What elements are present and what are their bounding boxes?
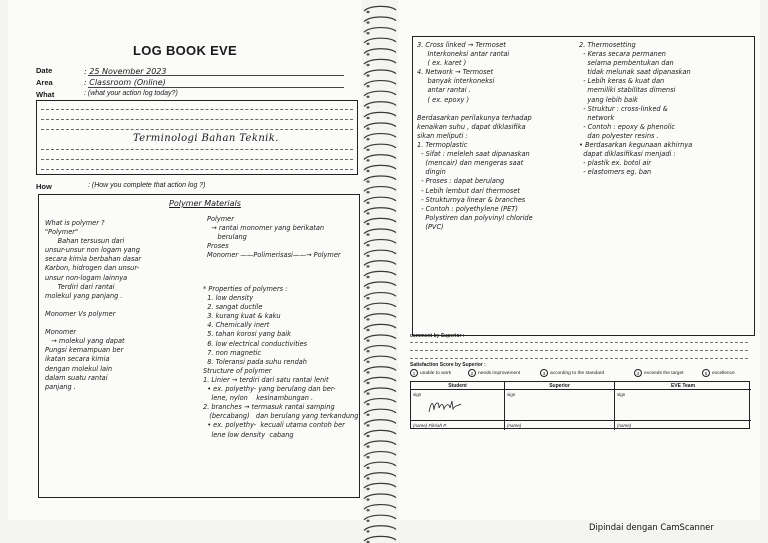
- date-value: : 25 November 2023: [84, 67, 167, 76]
- spiral-ring: [364, 49, 396, 54]
- spiral-hole: [366, 11, 369, 13]
- spiral-ring: [364, 38, 396, 43]
- spiral-hole: [366, 435, 369, 437]
- spiral-hole: [366, 382, 369, 384]
- spiral-hole: [366, 212, 369, 214]
- spiral-hole: [366, 32, 369, 34]
- spiral-ring: [364, 293, 396, 298]
- spiral-hole: [366, 170, 369, 172]
- spiral-hole: [366, 424, 369, 426]
- spiral-ring: [364, 452, 396, 457]
- spiral-ring: [364, 420, 396, 425]
- spiral-ring: [364, 155, 396, 160]
- spiral-ring: [364, 430, 396, 435]
- spiral-ring: [364, 515, 396, 520]
- notes-right-column-top: Polymer → rantai monomer yang berikatan berulang Proses Monomer ——Polimerisasi——→ Polymer: [207, 215, 341, 260]
- logbook-left-page: [8, 0, 362, 520]
- spiral-ring: [364, 218, 396, 223]
- spiral-hole: [366, 202, 369, 204]
- spiral-ring: [364, 112, 396, 117]
- spiral-ring: [364, 314, 396, 319]
- spiral-ring: [364, 494, 396, 499]
- spiral-ring: [364, 441, 396, 446]
- spiral-hole: [366, 339, 369, 341]
- superior-column: Superior sign (name): [505, 382, 615, 430]
- spiral-ring: [364, 197, 396, 202]
- spiral-hole: [366, 265, 369, 267]
- spiral-hole: [366, 96, 369, 98]
- spiral-ring: [364, 261, 396, 266]
- spiral-hole: [366, 520, 369, 522]
- score-option-3: 3 according to the standard: [540, 369, 604, 377]
- spiral-hole: [366, 403, 369, 405]
- what-label: What: [36, 90, 55, 99]
- spiral-ring: [364, 208, 396, 213]
- spiral-ring: [364, 250, 396, 255]
- notes-column-2: 2. Thermosetting - Keras secara permanen selama pembentukan dan tidak melunak saat dipanaskan - Lebih keras & kuat dan memiliki stabilitas dimensi yang lebih baik - Struktur : cross-linked & network - Contoh : epoxy & phenolic dan polyester resins . • Berdasarkan kegunaan akhirnya dapat diklasifikasi menjadi : - plastik ex. botol air - elastomers eg. ban: [579, 41, 693, 177]
- spiral-hole: [366, 392, 369, 394]
- spiral-hole: [366, 74, 369, 76]
- spiral-ring: [364, 483, 396, 488]
- spiral-hole: [366, 467, 369, 469]
- spiral-ring: [364, 388, 396, 393]
- spiral-ring: [364, 335, 396, 340]
- spiral-hole: [366, 329, 369, 331]
- spiral-ring: [364, 282, 396, 287]
- spiral-ring: [364, 144, 396, 149]
- what-text: Terminologi Bahan Teknik.: [133, 133, 279, 144]
- spiral-ring: [364, 324, 396, 329]
- score-option-5: 5 excellence: [702, 369, 735, 377]
- spiral-ring: [364, 176, 396, 181]
- area-label: Area: [36, 78, 53, 87]
- spiral-hole: [366, 350, 369, 352]
- notes-right-column-bottom: * Properties of polymers : 1. low density 2. sangat ductile 3. kurang kuat & kaku 4. Chemically inert 5. tahan korosi yang baik 6. low electrical conductivities 7. non magnetic 8. Toleransi pada suhu rendah Structure of polymer 1. Linier → terdiri dari satu rantai lenit • ex. polyethy- yang berulang dan ber- lene, nylon kesinambungan . 2. branches → termasuk rantai samping (bercabang) dan berulang yang terkandung • ex. polyethy- kecuali utama contoh ber lene low density cabang: [203, 285, 359, 439]
- spiral-ring: [364, 526, 396, 531]
- page-title: LOG BOOK EVE: [132, 43, 237, 58]
- student-column: Student sign (name) Fikriah P.: [411, 382, 505, 430]
- spiral-hole: [366, 414, 369, 416]
- spiral-ring: [364, 505, 396, 510]
- spiral-hole: [366, 53, 369, 55]
- spiral-ring: [364, 409, 396, 414]
- score-options: [410, 369, 750, 379]
- spiral-hole: [366, 488, 369, 490]
- notes-left-column: What is polymer ? "Polymer" Bahan tersusun dari unsur-unsur non logam yang secara kimia berbahan dasar Karbon, hidrogen dan unsur- unsur non-logam lainnya Terdiri dari rantai molekul yang panjang . Monomer Vs polymer Monomer → molekul yang dapat Pungsi kemampuan ber ikatan secara kimia dengan molekul lain dalam suatu rantai panjang .: [45, 219, 142, 391]
- spiral-ring: [364, 271, 396, 276]
- spiral-ring: [364, 123, 396, 128]
- spiral-ring: [364, 473, 396, 478]
- spiral-hole: [366, 308, 369, 310]
- area-line: [88, 87, 344, 88]
- spiral-hole: [366, 85, 369, 87]
- spiral-ring: [364, 187, 396, 192]
- spiral-hole: [366, 149, 369, 151]
- score-option-4: 4 exceeds the target: [634, 369, 683, 377]
- score-option-2: 2 needs improvement: [468, 369, 520, 377]
- spiral-hole: [366, 509, 369, 511]
- spiral-ring: [364, 6, 396, 11]
- spiral-hole: [366, 223, 369, 225]
- spiral-hole: [366, 244, 369, 246]
- spiral-ring: [364, 356, 396, 361]
- camscanner-watermark: Dipindai dengan CamScanner: [589, 522, 714, 532]
- spiral-hole: [366, 64, 369, 66]
- how-hint: : (How you complete that action log ?): [88, 182, 206, 189]
- spiral-ring: [364, 70, 396, 75]
- spiral-hole: [366, 371, 369, 373]
- spiral-binding: [360, 0, 400, 543]
- logbook-right-page: [398, 0, 760, 520]
- spiral-hole: [366, 233, 369, 235]
- spiral-hole: [366, 456, 369, 458]
- area-value: : Classroom (Online): [84, 78, 166, 87]
- eve-team-column: EVE Team sign (name): [615, 382, 751, 430]
- spiral-hole: [366, 361, 369, 363]
- what-hint: : (what your action log today?): [84, 90, 178, 97]
- spiral-ring: [364, 28, 396, 33]
- signature-table: [410, 381, 750, 429]
- spiral-hole: [366, 530, 369, 532]
- student-signature: [425, 396, 465, 416]
- spiral-ring: [364, 91, 396, 96]
- spiral-ring: [364, 134, 396, 139]
- spiral-ring: [364, 399, 396, 404]
- notes-column-1: 3. Cross linked → Termoset Interkoneksi antar rantai ( ex. karet ) 4. Network → Termoset banyak interkoneksi antar rantai . ( ex. epoxy ) Berdasarkan perilakunya terhadap kenaikan suhu , dapat diklasifika sikan meliputi : 1. Termoplastic - Sifat : meleleh saat dipanaskan (mencair) dan mengeras saat dingin - Proses : dapat berulang - Lebih lembut dari thermoset - Strukturnya linear & branches - Contoh : polyethylene (PET) Polystiren dan polyvinyl chloride (PVC): [417, 41, 533, 231]
- spiral-ring: [364, 377, 396, 382]
- spiral-hole: [366, 43, 369, 45]
- score-option-1: 1 unable to work: [410, 369, 451, 377]
- spiral-hole: [366, 297, 369, 299]
- spiral-ring: [364, 229, 396, 234]
- spiral-ring: [364, 462, 396, 467]
- spiral-hole: [366, 445, 369, 447]
- spiral-hole: [366, 318, 369, 320]
- spiral-hole: [366, 255, 369, 257]
- notes-box: [412, 36, 755, 336]
- how-box: [38, 194, 360, 498]
- spiral-hole: [366, 286, 369, 288]
- spiral-hole: [366, 191, 369, 193]
- spiral-ring: [364, 367, 396, 372]
- spiral-ring: [364, 102, 396, 107]
- spiral-hole: [366, 477, 369, 479]
- comment-label: comment by Superior :: [410, 333, 465, 339]
- how-label: How: [36, 182, 52, 191]
- spiral-ring: [364, 165, 396, 170]
- spiral-ring: [364, 240, 396, 245]
- spiral-hole: [366, 138, 369, 140]
- spiral-hole: [366, 159, 369, 161]
- spiral-ring: [364, 536, 396, 541]
- spiral-hole: [366, 127, 369, 129]
- spiral-hole: [366, 180, 369, 182]
- spiral-ring: [364, 346, 396, 351]
- date-label: Date: [36, 66, 53, 75]
- spiral-hole: [366, 498, 369, 500]
- what-box: [36, 100, 358, 175]
- spiral-ring: [364, 81, 396, 86]
- spiral-ring: [364, 17, 396, 22]
- spiral-hole: [366, 21, 369, 23]
- how-title: Polymer Materials: [169, 199, 241, 208]
- spiral-hole: [366, 117, 369, 119]
- spiral-hole: [366, 276, 369, 278]
- spiral-ring: [364, 303, 396, 308]
- score-label: Satisfaction Score by Superior :: [410, 362, 486, 368]
- spiral-ring: [364, 59, 396, 64]
- spiral-hole: [366, 106, 369, 108]
